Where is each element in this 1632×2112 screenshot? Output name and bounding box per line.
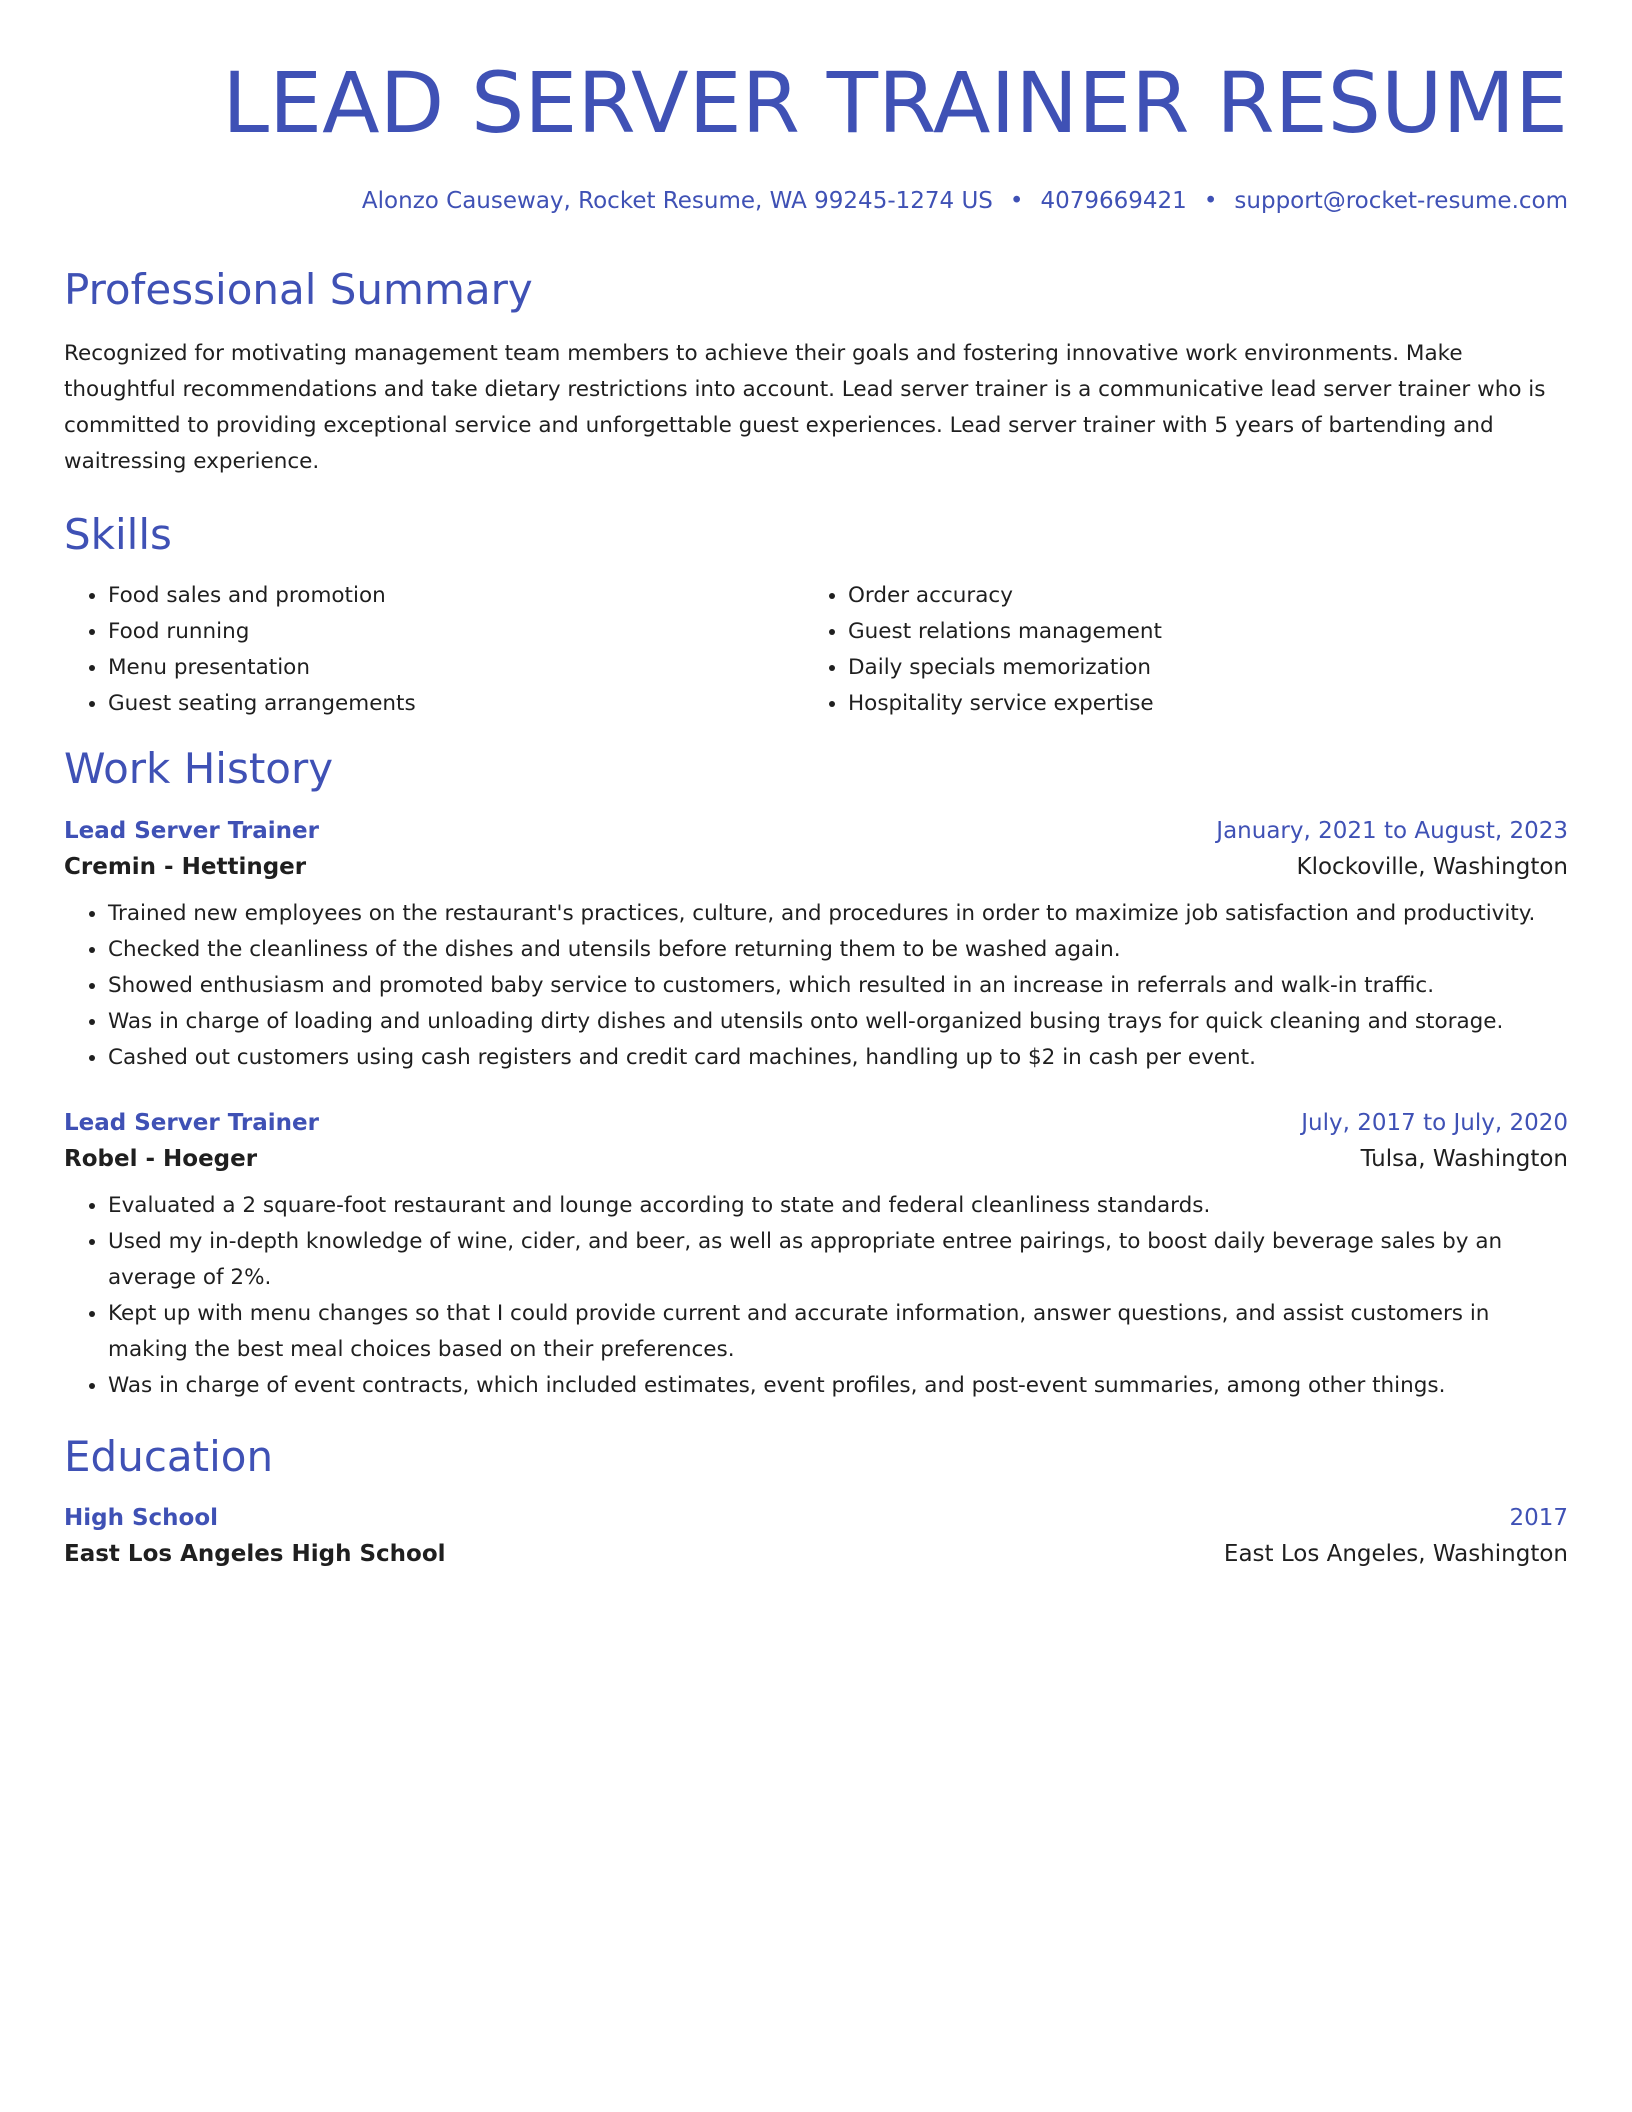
job-bullet: • Was in charge of event contracts, which included estimates, event profiles, and post-event summaries, among other things. — [108, 1368, 1568, 1404]
skill-item: • Order accuracy — [848, 578, 1568, 614]
job-bullet: • Trained new employees on the restaurant's practices, culture, and procedures in order to maximize job satisfaction and productivity. — [108, 896, 1568, 932]
contact-separator: • — [1203, 187, 1218, 214]
contact-separator: • — [1009, 187, 1024, 214]
education-location: East Los Angeles, Washington — [1223, 1540, 1568, 1567]
job-dates: January, 2021 to August, 2023 — [1216, 818, 1568, 845]
job-entry — [64, 1110, 1568, 1404]
education-year: 2017 — [1509, 1504, 1568, 1531]
job-bullet: • Used my in-depth knowledge of wine, cider, and beer, as well as appropriate entree pairings, to boost daily beverage sales by an average of 2%. — [108, 1224, 1568, 1296]
job-bullet: • Evaluated a 2 square-foot restaurant and lounge according to state and federal cleanliness standards. — [108, 1188, 1568, 1224]
skill-item: • Menu presentation — [108, 650, 804, 686]
job-location: Klockoville, Washington — [1296, 854, 1568, 881]
job-dates: July, 2017 to July, 2020 — [1301, 1110, 1568, 1137]
job-title: Lead Server Trainer — [64, 818, 319, 845]
contact-address: Alonzo Causeway, Rocket Resume, WA 99245-1274 US — [361, 187, 993, 214]
job-bullet: • Was in charge of loading and unloading dirty dishes and utensils onto well-organized busing trays for quick cleaning and storage. — [108, 1004, 1568, 1040]
contact-email[interactable]: support@rocket-resume.com — [1234, 187, 1568, 214]
skill-item: • Guest seating arrangements — [108, 686, 804, 722]
job-title: Lead Server Trainer — [64, 1110, 319, 1137]
job-bullet: • Kept up with menu changes so that I could provide current and accurate information, answer questions, and assist customers in making the best meal choices based on their preferences. — [108, 1296, 1568, 1368]
job-company-row — [64, 1146, 1568, 1172]
contact-phone[interactable]: 4079669421 — [1040, 187, 1187, 214]
education-header-row — [64, 1505, 1568, 1531]
education-heading: Education — [64, 1432, 274, 1482]
skills-heading: Skills — [64, 509, 172, 559]
skill-item: • Daily specials memorization — [848, 650, 1568, 686]
contact-line — [64, 188, 1568, 216]
job-company-row — [64, 854, 1568, 880]
job-entry — [64, 818, 1568, 1076]
skill-item: • Food sales and promotion — [108, 578, 804, 614]
job-bullet: • Checked the cleanliness of the dishes and utensils before returning them to be washed again. — [108, 932, 1568, 968]
job-bullets — [64, 896, 1568, 1076]
job-header-row — [64, 818, 1568, 844]
education-school-row — [64, 1541, 1568, 1567]
education-degree: High School — [64, 1504, 219, 1531]
job-location: Tulsa, Washington — [1360, 1146, 1568, 1173]
job-company: Robel - Hoeger — [64, 1146, 258, 1173]
education-school: East Los Angeles High School — [64, 1540, 446, 1567]
job-bullet: • Showed enthusiasm and promoted baby service to customers, which resulted in an increase in referrals and walk-in traffic. — [108, 968, 1568, 1004]
education-entry — [64, 1505, 1568, 1567]
summary-heading: Professional Summary — [64, 265, 533, 315]
job-bullets — [64, 1188, 1568, 1404]
resume-title: LEAD SERVER TRAINER RESUME — [222, 54, 1568, 152]
job-header-row — [64, 1110, 1568, 1136]
job-company: Cremin - Hettinger — [64, 854, 307, 881]
skill-item: • Hospitality service expertise — [848, 686, 1568, 722]
summary-text: Recognized for motivating management team members to achieve their goals and fostering innovative work environments. Make thoughtful recommendations and take dietary restrictions into account. Lead server trainer is a communicative lead server trainer who is committed to providing exceptional service and unforgettable guest experiences. Lead server trainer with 5 years of bartending and waitressing experience. — [64, 340, 1546, 474]
skill-item: • Food running — [108, 614, 804, 650]
skill-item: • Guest relations management — [848, 614, 1568, 650]
job-bullet: • Cashed out customers using cash registers and credit card machines, handling up to $2 in cash per event. — [108, 1040, 1568, 1076]
skills-column-left — [64, 578, 804, 722]
skills-list — [64, 578, 1568, 722]
skills-column-right — [804, 578, 1568, 722]
work-history-heading: Work History — [64, 743, 334, 793]
